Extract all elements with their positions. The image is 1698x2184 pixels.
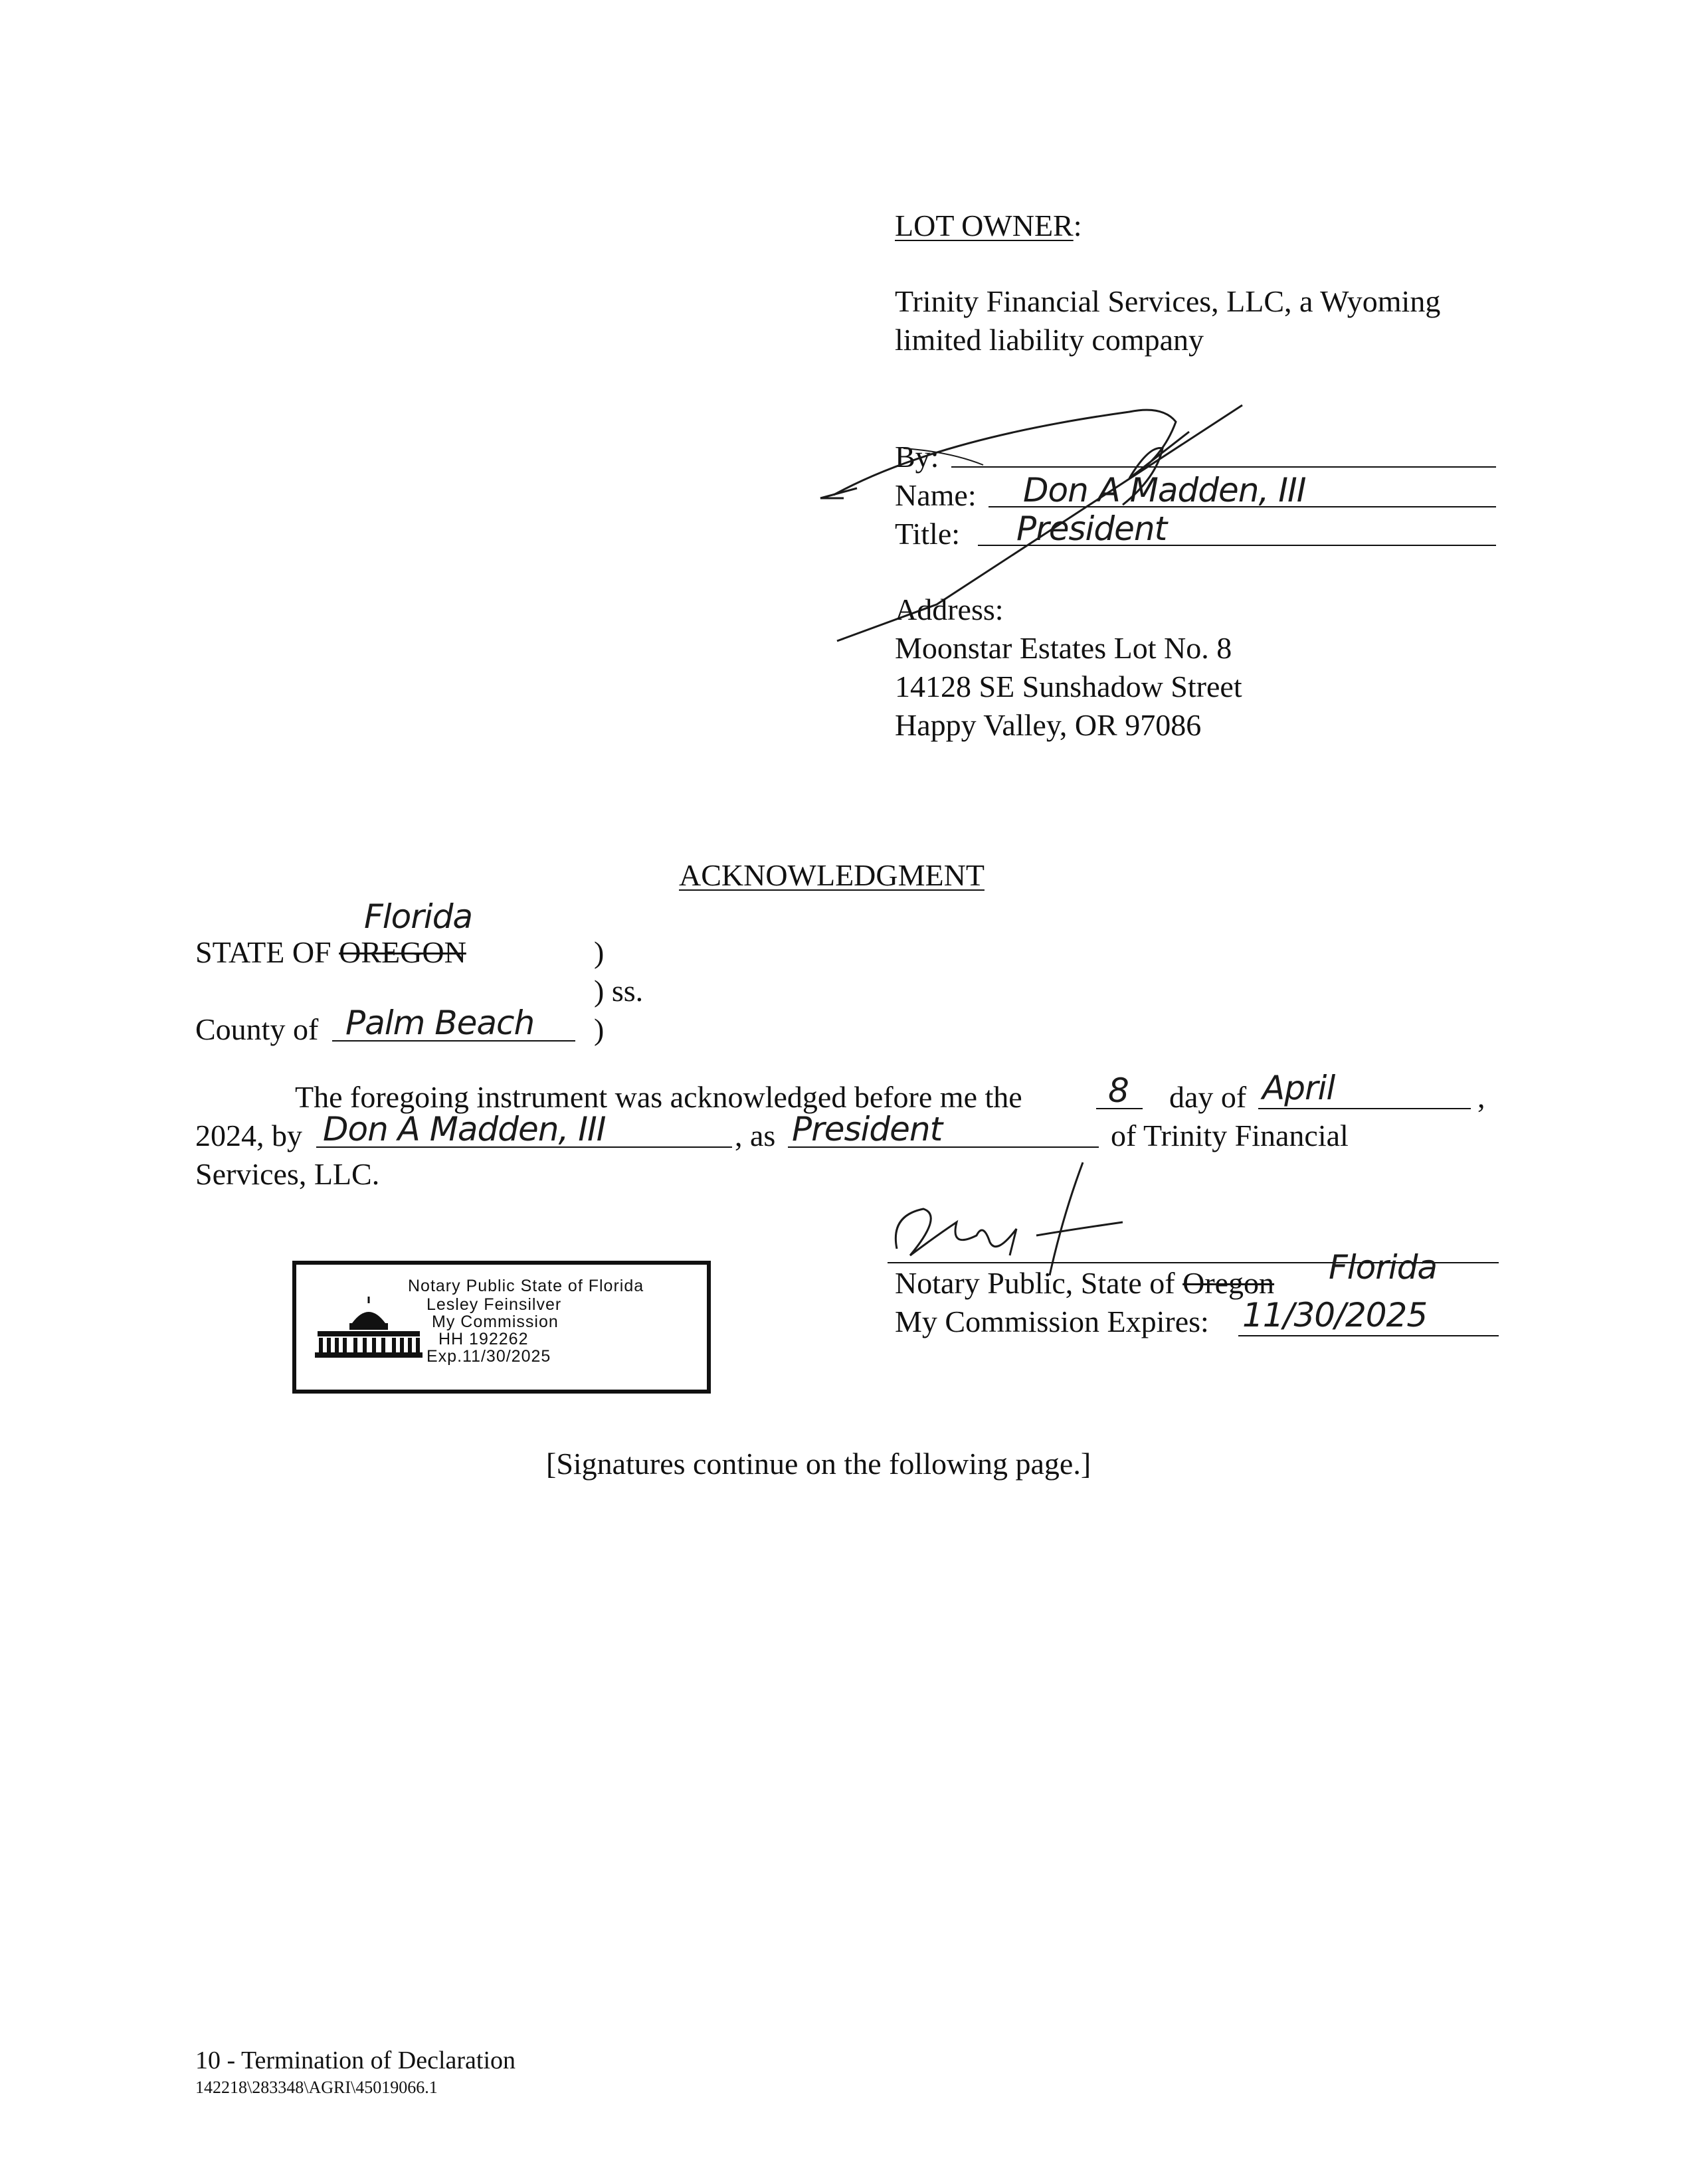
state-struck: OREGON — [339, 935, 466, 969]
as-label: , as — [735, 1119, 776, 1152]
name-label: Name: — [895, 478, 977, 512]
acknowledgment-heading: ACKNOWLEDGMENT — [679, 858, 985, 892]
county-handwritten: Palm Beach — [345, 1004, 535, 1042]
day-value: 8 — [1108, 1071, 1129, 1110]
notary-state-struck: Oregon — [1182, 1266, 1275, 1300]
month-comma: , — [1477, 1080, 1485, 1114]
capitol-building-icon — [312, 1291, 425, 1364]
state-of-line — [195, 934, 466, 971]
page-number: 10 — [195, 2047, 221, 2074]
stamp-line-5: Exp.11/30/2025 — [426, 1347, 551, 1366]
address-line-1: Moonstar Estates Lot No. 8 — [895, 631, 1232, 665]
page-title: - Termination of Declaration — [221, 2047, 516, 2074]
state-handwritten: Florida — [364, 897, 473, 936]
notary-stamp — [292, 1261, 711, 1394]
services-llc: Services, LLC. — [195, 1157, 380, 1191]
title-handwritten-value: President — [1016, 509, 1167, 548]
notary-public-label: Notary Public, State of — [895, 1266, 1175, 1300]
continuation-note: [Signatures continue on the following page.] — [546, 1447, 1091, 1481]
paren-close: ) — [594, 1012, 605, 1046]
commission-expires-value: 11/30/2025 — [1242, 1296, 1428, 1334]
lot-owner-heading: LOT OWNER: — [895, 209, 1082, 242]
month-value: April — [1262, 1069, 1335, 1107]
address-line-3: Happy Valley, OR 97086 — [895, 708, 1202, 742]
notary-state-handwritten: Florida — [1329, 1248, 1438, 1287]
state-label: STATE OF — [195, 935, 331, 969]
company-line-1: Trinity Financial Services, LLC, a Wyoming — [895, 284, 1441, 318]
company-line-2: limited liability company — [895, 323, 1204, 357]
footer-doc-id: 142218\283348\AGRI\45019066.1 — [195, 2078, 438, 2097]
of-company: of Trinity Financial — [1111, 1119, 1349, 1152]
footer-page-label — [195, 2046, 516, 2075]
stamp-line-2: Lesley Feinsilver — [426, 1295, 562, 1314]
commission-expires-line — [1238, 1335, 1499, 1336]
address-line-2: 14128 SE Sunshadow Street — [895, 670, 1242, 703]
paren-open: ) — [594, 935, 605, 969]
ack-body-part1: The foregoing instrument was acknowledged before me the — [295, 1080, 1022, 1114]
as-value: President — [792, 1110, 943, 1148]
name-handwritten-value: Don A Madden, III — [1023, 471, 1306, 509]
month-line — [1258, 1108, 1471, 1109]
commission-expires-label: My Commission Expires: — [895, 1305, 1209, 1338]
year-by: 2024, by — [195, 1119, 302, 1152]
ack-body-part2: day of — [1169, 1080, 1247, 1114]
title-label: Title: — [895, 517, 961, 551]
stamp-line-4: HH 192262 — [438, 1330, 529, 1348]
by-label: By: — [895, 440, 939, 474]
notary-public-line — [895, 1265, 1274, 1302]
stamp-line-3: My Commission — [432, 1313, 559, 1331]
ss-label: ) ss. — [594, 974, 644, 1008]
county-label: County of — [195, 1012, 319, 1046]
address-label: Address: — [895, 592, 1004, 626]
stamp-line-1: Notary Public State of Florida — [408, 1277, 644, 1295]
by-name-value: Don A Madden, III — [323, 1110, 606, 1148]
owner-signature — [817, 385, 1269, 651]
